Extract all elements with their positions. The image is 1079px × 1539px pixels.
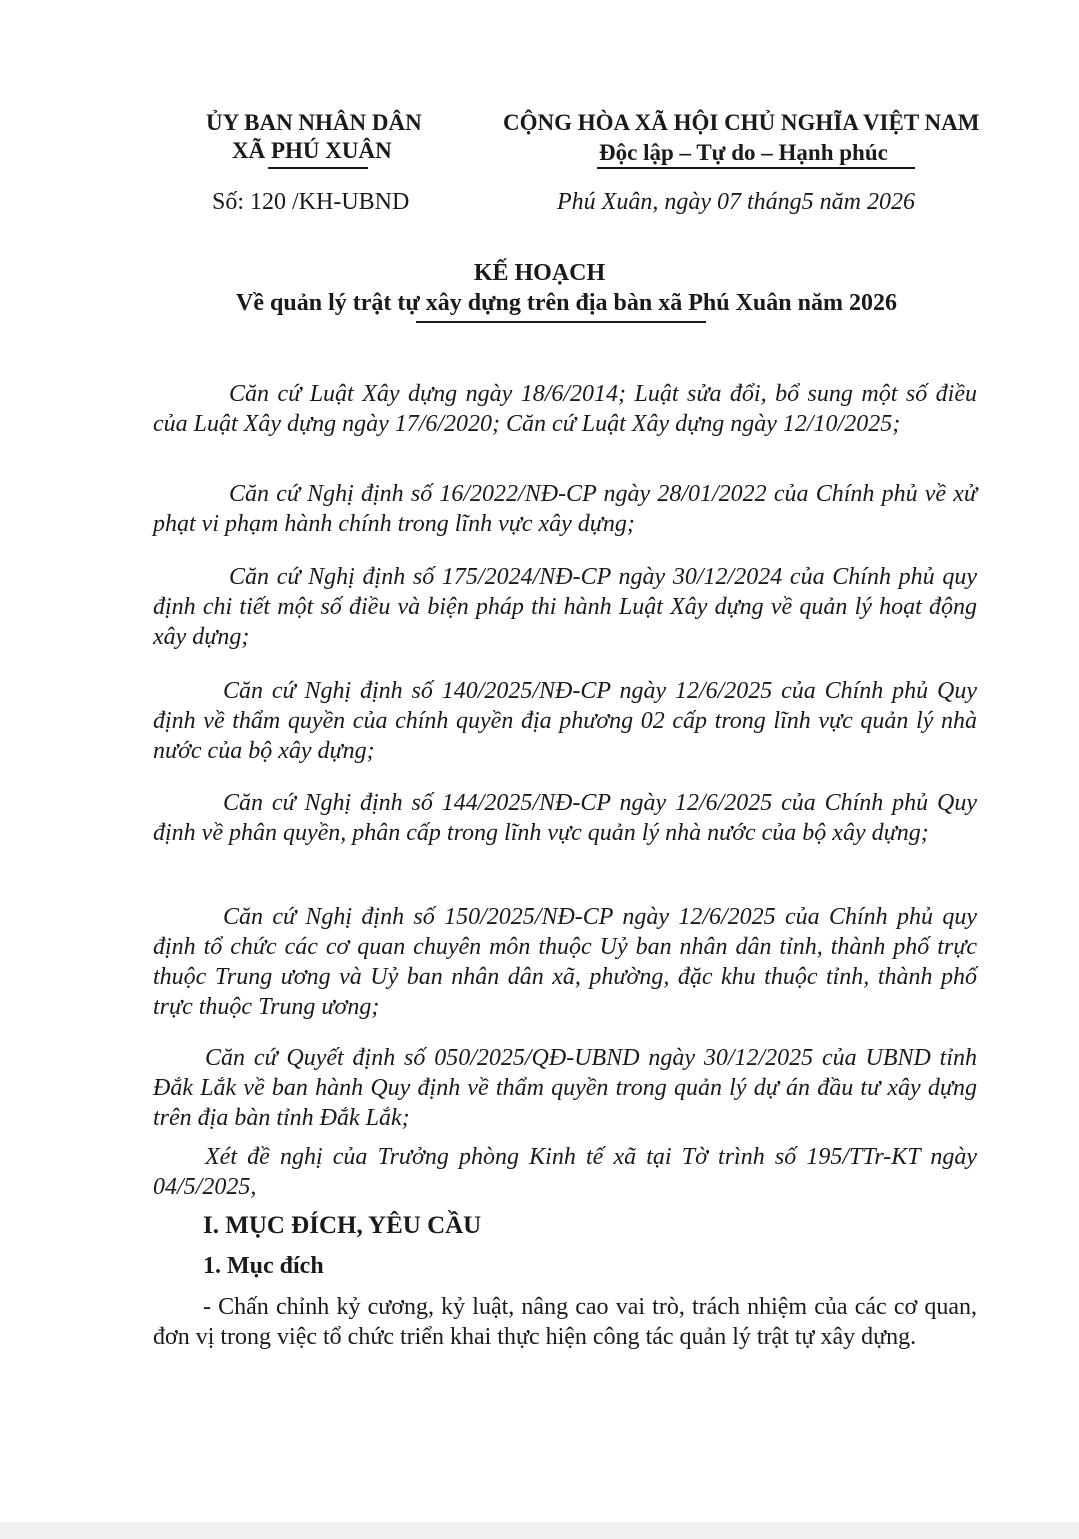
national-title: CỘNG HÒA XÃ HỘI CHỦ NGHĨA VIỆT NAM bbox=[503, 110, 980, 135]
legal-basis-7: Căn cứ Quyết định số 050/2025/QĐ-UBND ngày 30/12/2025 của UBND tỉnh Đắk Lắk về ban hành Quy định về thẩm quyền trong quản lý dự án đầu tư xây dựng trên địa bàn tỉnh Đắk Lắk; bbox=[153, 1045, 977, 1131]
place-date: Phú Xuân, ngày 07 tháng5 năm 2026 bbox=[557, 189, 915, 215]
page-bottom-edge bbox=[0, 1522, 1079, 1539]
commune-underline bbox=[268, 167, 368, 169]
title-underline bbox=[416, 321, 706, 323]
proposal-basis: Xét đề nghị của Trưởng phòng Kinh tế xã tại Tờ trình số 195/TTr-KT ngày 04/5/2025, bbox=[153, 1144, 977, 1200]
legal-basis-3: Căn cứ Nghị định số 175/2024/NĐ-CP ngày 30/12/2024 của Chính phủ quy định chi tiết một số điều và biện pháp thi hành Luật Xây dựng về quản lý hoạt động xây dựng; bbox=[153, 564, 977, 650]
purpose-text: - Chấn chỉnh kỷ cương, kỷ luật, nâng cao vai trò, trách nhiệm của các cơ quan, đơn vị trong việc tổ chức triển khai thực hiện công tác quản lý trật tự xây dựng. bbox=[153, 1294, 977, 1350]
legal-basis-2: Căn cứ Nghị định số 16/2022/NĐ-CP ngày 28/01/2022 của Chính phủ về xử phạt vi phạm hành chính trong lĩnh vực xây dựng; bbox=[153, 481, 977, 537]
commune-name: XÃ PHÚ XUÂN bbox=[232, 138, 392, 163]
legal-basis-6: Căn cứ Nghị định số 150/2025/NĐ-CP ngày 12/6/2025 của Chính phủ quy định tổ chức các cơ quan chuyên môn thuộc Uỷ ban nhân dân tỉnh, thành phố trực thuộc Trung ương và Uỷ ban nhân dân xã, phường, đặc khu thuộc tỉnh, thành phố trực thuộc Trung ương; bbox=[153, 904, 977, 1020]
legal-basis-5: Căn cứ Nghị định số 144/2025/NĐ-CP ngày 12/6/2025 của Chính phủ Quy định về phân quyền, phân cấp trong lĩnh vực quản lý nhà nước của bộ xây dựng; bbox=[153, 790, 977, 846]
subsection-heading: 1. Mục đích bbox=[203, 1253, 324, 1279]
legal-basis-1: Căn cứ Luật Xây dựng ngày 18/6/2014; Luật sửa đổi, bổ sung một số điều của Luật Xây dựng ngày 17/6/2020; Căn cứ Luật Xây dựng ngày 12/10/2025; bbox=[153, 381, 977, 437]
document-title: KẾ HOẠCH bbox=[473, 260, 606, 286]
legal-basis-4: Căn cứ Nghị định số 140/2025/NĐ-CP ngày 12/6/2025 của Chính phủ Quy định về thẩm quyền của chính quyền địa phương 02 cấp trong lĩnh vực quản lý nhà nước của bộ xây dựng; bbox=[153, 678, 977, 764]
document-subtitle: Về quản lý trật tự xây dựng trên địa bàn xã Phú Xuân năm 2026 bbox=[236, 290, 897, 316]
section-heading: I. MỤC ĐÍCH, YÊU CẦU bbox=[203, 1212, 482, 1239]
national-motto: Độc lập – Tự do – Hạnh phúc bbox=[599, 140, 888, 165]
motto-underline bbox=[597, 167, 915, 169]
agency-name: ỦY BAN NHÂN DÂN bbox=[206, 110, 422, 135]
document-number: Số: 120 /KH-UBND bbox=[212, 189, 410, 215]
